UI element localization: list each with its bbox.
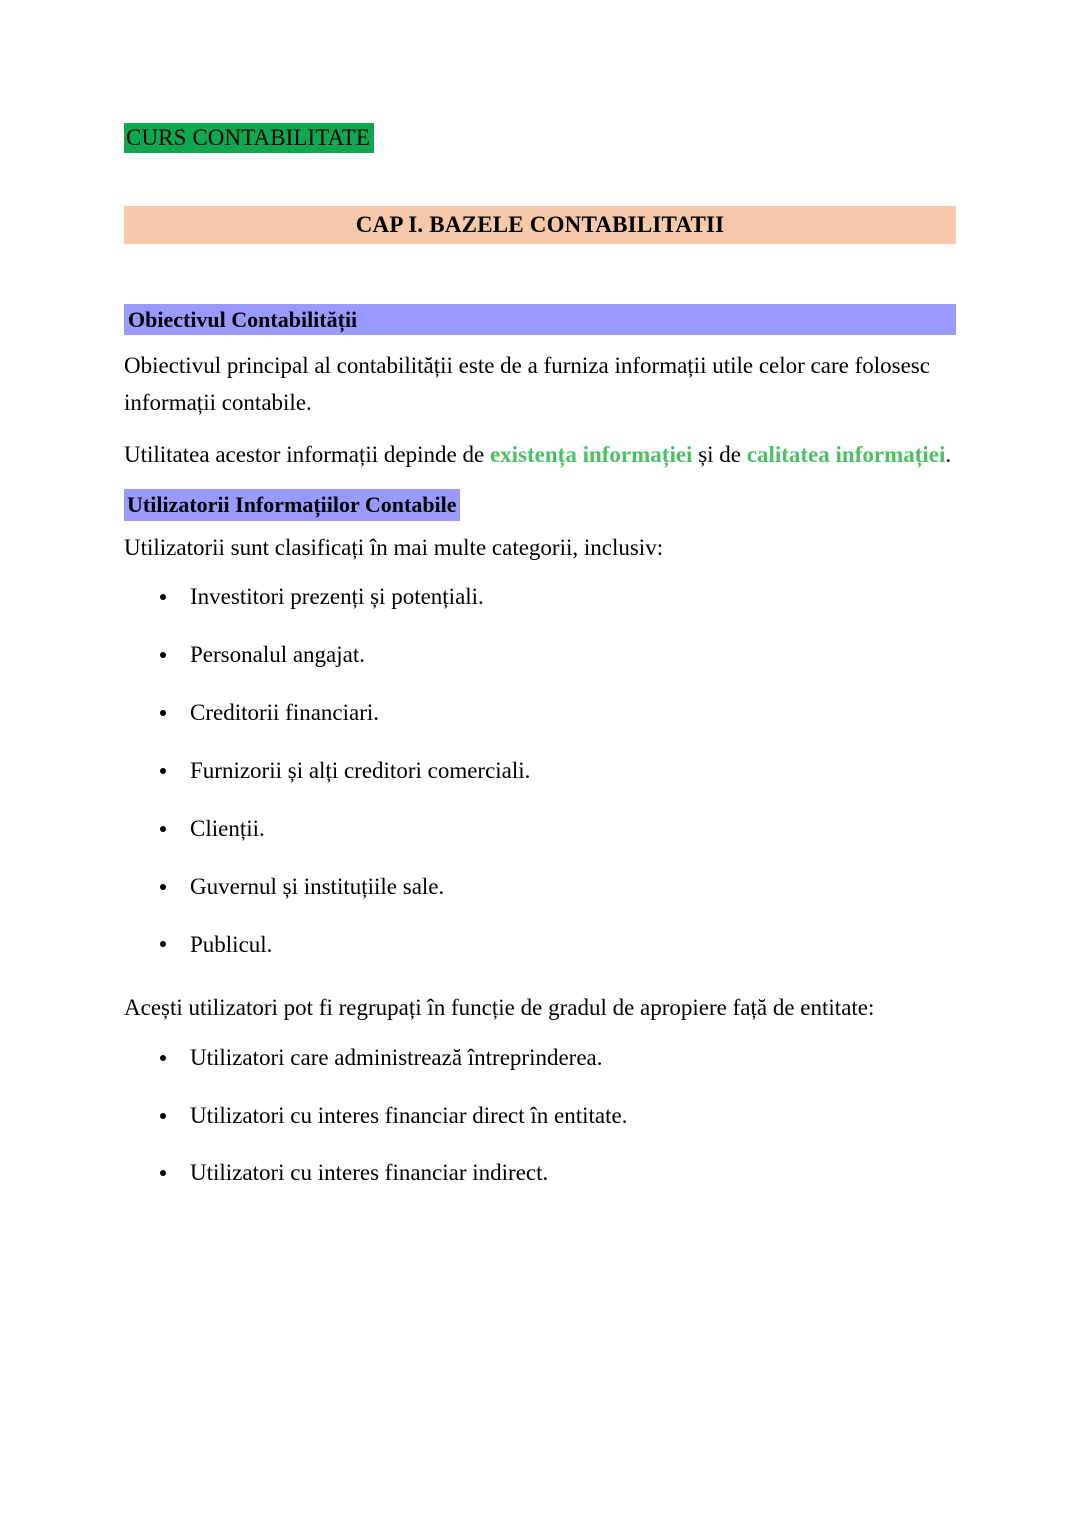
emphasis-calitatea-informatiei: calitatea informației: [746, 441, 946, 467]
paragraph-users-intro-text: Utilizatorii sunt clasificați în mai multe categorii, inclusiv:: [124, 534, 664, 560]
section-heading-users-row: [124, 493, 956, 517]
list-item-label: Investitori prezenți și potențiali.: [190, 584, 484, 610]
bullet-dot-icon: [160, 826, 166, 832]
list-item: [124, 698, 956, 728]
bullet-dot-icon: [160, 768, 166, 774]
list-item: [124, 814, 956, 844]
list-item: [124, 930, 956, 960]
emphasis-existenta-informatiei: existența informației: [489, 441, 693, 467]
list-item-label: Guvernul și instituțiile sale.: [190, 873, 445, 899]
chapter-heading-text: CAP I. BAZELE CONTABILITATII: [355, 212, 725, 237]
list-item: [124, 756, 956, 786]
paragraph-objective-main-text: Obiectivul principal al contabilității este de a furniza informații utile celor care folosesc informații contabile.: [124, 353, 930, 416]
bullet-dot-icon: [160, 594, 166, 600]
bullet-dot-icon: [160, 652, 166, 658]
section-heading-users-text: Utilizatorii Informațiilor Contabile: [124, 489, 460, 521]
bullet-dot-icon: [160, 1055, 166, 1061]
list-item-label: Utilizatori cu interes financiar direct în entitate.: [190, 1102, 628, 1128]
list-item: [124, 640, 956, 670]
list-item-label: Utilizatori care administrează întreprinderea.: [190, 1044, 603, 1070]
paragraph-utility: [124, 436, 956, 473]
paragraph-users-intro: [124, 529, 956, 566]
bullet-dot-icon: [160, 941, 166, 947]
page-content: [124, 0, 956, 1188]
users-proximity-list: [124, 1043, 956, 1189]
list-item-label: Utilizatori cu interes financiar indirect.: [190, 1160, 549, 1186]
list-item: [124, 1101, 956, 1131]
bullet-dot-icon: [160, 884, 166, 890]
list-item-label: Creditorii financiari.: [190, 699, 380, 725]
list-item-label: Personalul angajat.: [190, 642, 366, 668]
paragraph-regrouping-intro-text: Acești utilizatori pot fi regrupați în funcție de gradul de apropiere față de entitate:: [124, 995, 875, 1021]
list-item-label: Clienții.: [190, 815, 265, 841]
list-item-label: Furnizorii și alți creditori comerciali.: [190, 757, 531, 783]
list-item: [124, 872, 956, 902]
list-item-label: Publicul.: [190, 931, 273, 957]
bullet-dot-icon: [160, 1170, 166, 1176]
section-heading-objective-text: Obiectivul Contabilității: [128, 306, 358, 332]
paragraph-objective-main: [124, 347, 956, 422]
paragraph-regrouping-intro: [124, 989, 956, 1026]
bullet-dot-icon: [160, 1113, 166, 1119]
paragraph-utility-period: .: [945, 441, 952, 467]
paragraph-utility-lead: Utilitatea acestor informații depinde de: [124, 441, 490, 467]
paragraph-utility-conjunction: și de: [692, 441, 747, 467]
chapter-heading-banner: [124, 206, 956, 244]
list-item: [124, 1043, 956, 1073]
document-title-row: [124, 126, 956, 149]
users-category-list: [124, 582, 956, 959]
section-heading-objective-bar: [124, 304, 956, 335]
document-title: CURS CONTABILITATE: [124, 123, 374, 153]
list-item: [124, 582, 956, 612]
bullet-dot-icon: [160, 710, 166, 716]
list-item: [124, 1158, 956, 1188]
